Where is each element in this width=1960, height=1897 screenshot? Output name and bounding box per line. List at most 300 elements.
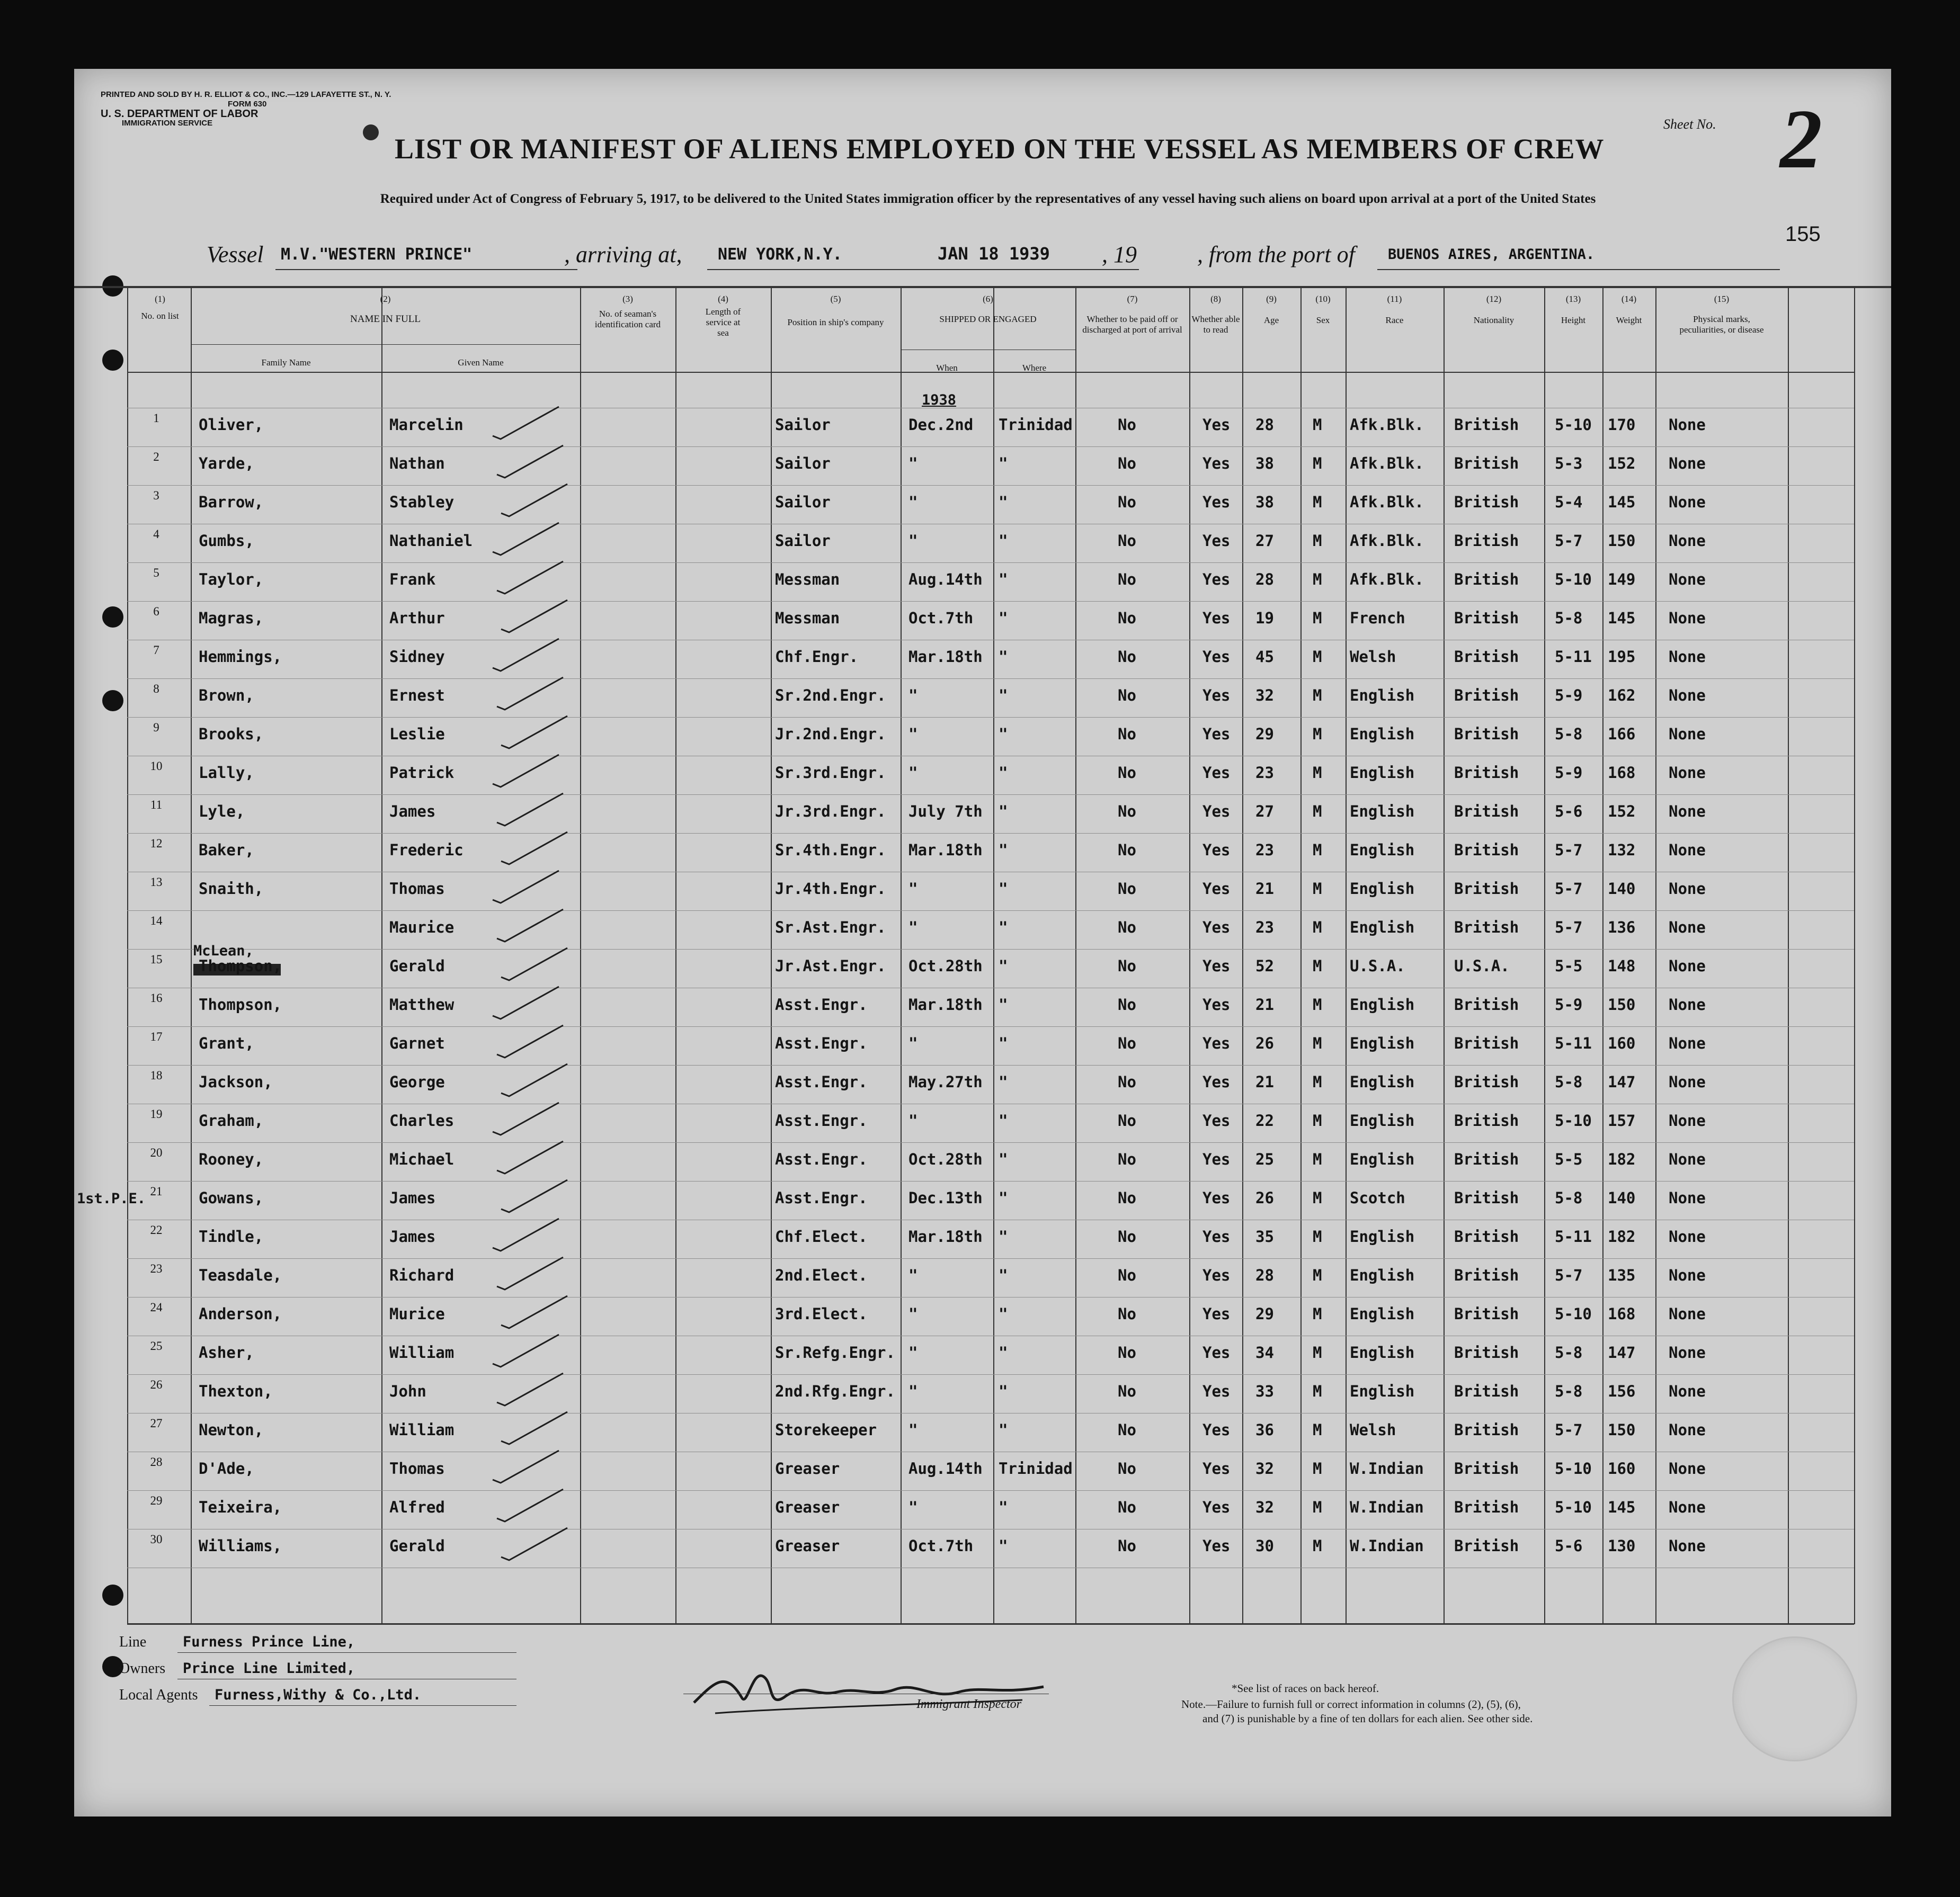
row-rule — [127, 678, 1854, 679]
col-given-header: Given Name — [458, 357, 504, 368]
check-mark — [493, 1219, 559, 1251]
col-position-number: (5) — [830, 294, 841, 304]
col-race-label: Race — [1385, 315, 1404, 325]
given-name: Maurice — [389, 918, 455, 936]
paid-off: No — [1118, 1150, 1136, 1168]
able-to-read: Yes — [1202, 1537, 1231, 1555]
physical-marks: None — [1669, 1150, 1706, 1168]
shipped-where: " — [999, 918, 1008, 936]
physical-marks: None — [1669, 1112, 1706, 1130]
paid-off: No — [1118, 686, 1136, 704]
row-rule — [127, 949, 1854, 950]
position: Greaser — [775, 1460, 840, 1478]
nationality: British — [1454, 996, 1519, 1014]
year-label: , 19 — [1102, 241, 1137, 267]
page-title: LIST OR MANIFEST OF ALIENS EMPLOYED ON THE VESSEL AS MEMBERS OF CREW — [395, 133, 1605, 165]
col-marks-header — [1655, 294, 1788, 335]
sheet-stamp-number: 155 — [1785, 222, 1821, 246]
position: Jr.2nd.Engr. — [775, 725, 886, 743]
sex: M — [1313, 609, 1322, 627]
physical-marks: None — [1669, 918, 1706, 936]
able-to-read: Yes — [1202, 532, 1231, 550]
arrival-port: NEW YORK,N.Y. — [718, 245, 842, 264]
given-name: George — [389, 1073, 445, 1091]
height: 5-9 — [1555, 686, 1583, 704]
able-to-read: Yes — [1202, 996, 1231, 1014]
row-number: 4 — [153, 527, 159, 541]
shipped-when: " — [908, 880, 918, 898]
race: English — [1350, 764, 1415, 782]
height: 5-7 — [1555, 880, 1583, 898]
position: Sailor — [775, 532, 831, 550]
vessel-name: M.V."WESTERN PRINCE" — [281, 245, 473, 264]
age: 21 — [1255, 880, 1274, 898]
family-name: Baker, — [199, 841, 254, 859]
physical-marks: None — [1669, 1460, 1706, 1478]
physical-marks: None — [1669, 1228, 1706, 1246]
race: U.S.A. — [1350, 957, 1405, 975]
physical-marks: None — [1669, 416, 1706, 434]
column-rule — [1854, 287, 1855, 1624]
row-number: 11 — [150, 798, 163, 811]
col-no-label: No. on list — [141, 311, 179, 321]
shipped-where: " — [999, 1537, 1008, 1555]
height: 5-11 — [1555, 1228, 1592, 1246]
given-name: Marcelin — [389, 416, 464, 434]
position: Asst.Engr. — [775, 1073, 868, 1091]
embossed-seal — [1732, 1636, 1857, 1761]
weight: 182 — [1608, 1228, 1636, 1246]
nationality: British — [1454, 918, 1519, 936]
col-when-header: When — [936, 363, 958, 373]
family-name: Anderson, — [199, 1305, 282, 1323]
row-number: 12 — [150, 837, 163, 850]
sex: M — [1313, 1228, 1322, 1246]
nationality: U.S.A. — [1454, 957, 1510, 975]
weight: 145 — [1608, 1498, 1636, 1516]
height: 5-8 — [1555, 1073, 1583, 1091]
col-paid-number: (7) — [1127, 294, 1138, 304]
shipped-when: " — [908, 1498, 918, 1516]
imprint-form: FORM 630 — [228, 100, 267, 109]
shipped-where: " — [999, 880, 1008, 898]
row-number: 2 — [153, 450, 159, 463]
age: 28 — [1255, 416, 1274, 434]
imprint-department: U. S. DEPARTMENT OF LABOR — [101, 108, 259, 120]
weight: 145 — [1608, 609, 1636, 627]
nationality: British — [1454, 802, 1519, 820]
col-shipped-header — [901, 294, 1075, 325]
weight: 140 — [1608, 1189, 1636, 1207]
paid-off: No — [1118, 454, 1136, 472]
race: W.Indian — [1350, 1498, 1424, 1516]
row-rule — [127, 1142, 1854, 1143]
position: Messman — [775, 609, 840, 627]
given-name: Matthew — [389, 996, 455, 1014]
weight: 130 — [1608, 1537, 1636, 1555]
row-rule — [127, 1490, 1854, 1491]
able-to-read: Yes — [1202, 1421, 1231, 1439]
shipped-where: " — [999, 1150, 1008, 1168]
height: 5-8 — [1555, 609, 1583, 627]
shipped-when: " — [908, 725, 918, 743]
family-name: Jackson, — [199, 1073, 273, 1091]
height: 5-6 — [1555, 802, 1583, 820]
check-mark — [493, 523, 559, 555]
sex: M — [1313, 1498, 1322, 1516]
physical-marks: None — [1669, 1073, 1706, 1091]
physical-marks: None — [1669, 493, 1706, 511]
nationality: British — [1454, 416, 1519, 434]
check-mark — [501, 484, 567, 516]
table-bottom-rule — [127, 1623, 1854, 1625]
weight: 195 — [1608, 648, 1636, 666]
race: English — [1350, 1034, 1415, 1052]
shipped-when: " — [908, 454, 918, 472]
height: 5-8 — [1555, 725, 1583, 743]
sex: M — [1313, 802, 1322, 820]
row-rule — [127, 446, 1854, 447]
height: 5-11 — [1555, 1034, 1592, 1052]
paid-off: No — [1118, 416, 1136, 434]
shipped-where: " — [999, 1305, 1008, 1323]
age: 29 — [1255, 1305, 1274, 1323]
physical-marks: None — [1669, 570, 1706, 588]
weight: 170 — [1608, 416, 1636, 434]
physical-marks: None — [1669, 648, 1706, 666]
shipped-where: " — [999, 1034, 1008, 1052]
shipped-when: " — [908, 1344, 918, 1362]
column-rule — [1655, 287, 1656, 1624]
weight: 150 — [1608, 1421, 1636, 1439]
vessel-label: Vessel — [207, 241, 264, 267]
physical-marks: None — [1669, 686, 1706, 704]
physical-marks: None — [1669, 532, 1706, 550]
sex: M — [1313, 570, 1322, 588]
position: Asst.Engr. — [775, 996, 868, 1014]
height: 5-10 — [1555, 416, 1592, 434]
binder-hole — [102, 350, 123, 371]
height: 5-6 — [1555, 1537, 1583, 1555]
binder-hole — [102, 690, 123, 711]
imprint-service: IMMIGRATION SERVICE — [122, 119, 213, 128]
physical-marks: None — [1669, 1034, 1706, 1052]
height: 5-9 — [1555, 996, 1583, 1014]
family-name: Teasdale, — [199, 1266, 282, 1284]
shipped-where: Trinidad — [999, 416, 1073, 434]
position: Sr.3rd.Engr. — [775, 764, 886, 782]
family-name: Tindle, — [199, 1228, 264, 1246]
departure-underline — [1377, 269, 1780, 270]
able-to-read: Yes — [1202, 1498, 1231, 1516]
race: English — [1350, 1228, 1415, 1246]
col-marks-number: (15) — [1714, 294, 1730, 304]
paid-off: No — [1118, 1034, 1136, 1052]
race: W.Indian — [1350, 1460, 1424, 1478]
age: 38 — [1255, 454, 1274, 472]
position: Storekeeper — [775, 1421, 877, 1439]
row-number: 27 — [150, 1417, 163, 1430]
weight: 147 — [1608, 1073, 1636, 1091]
physical-marks: None — [1669, 1305, 1706, 1323]
column-rule — [1242, 287, 1243, 1624]
sex: M — [1313, 1189, 1322, 1207]
race: English — [1350, 918, 1415, 936]
line-label: Line — [119, 1634, 147, 1650]
shipped-where: " — [999, 802, 1008, 820]
race: English — [1350, 1150, 1415, 1168]
col-service-number: (4) — [718, 294, 728, 304]
col-no-header — [133, 294, 186, 321]
able-to-read: Yes — [1202, 1150, 1231, 1168]
column-rule — [580, 287, 581, 1624]
arriving-label: , arriving at, — [564, 241, 682, 267]
given-name: William — [389, 1344, 455, 1362]
family-name: Yarde, — [199, 454, 254, 472]
paid-off: No — [1118, 880, 1136, 898]
nationality: British — [1454, 725, 1519, 743]
weight: 168 — [1608, 1305, 1636, 1323]
height: 5-7 — [1555, 532, 1583, 550]
shipped-where: " — [999, 570, 1008, 588]
check-mark — [497, 445, 563, 478]
sex: M — [1313, 996, 1322, 1014]
col-idcard-number: (3) — [622, 294, 633, 304]
nationality: British — [1454, 1189, 1519, 1207]
shipped-when: May.27th — [908, 1073, 983, 1091]
race: Afk.Blk. — [1350, 570, 1424, 588]
line-underline — [177, 1652, 516, 1653]
position: Sailor — [775, 493, 831, 511]
position: 2nd.Elect. — [775, 1266, 868, 1284]
family-name: Brown, — [199, 686, 254, 704]
column-rule — [381, 287, 382, 1624]
page-subtitle: Required under Act of Congress of February 5, 1917, to be delivered to the United States immigration officer by the representatives of any vessel having such aliens on board upon arrival at a port of the United States — [380, 192, 1596, 206]
able-to-read: Yes — [1202, 416, 1231, 434]
race: Afk.Blk. — [1350, 416, 1424, 434]
able-to-read: Yes — [1202, 648, 1231, 666]
row-number: 14 — [150, 914, 163, 927]
shipped-when: " — [908, 686, 918, 704]
weight: 150 — [1608, 532, 1636, 550]
row-number: 20 — [150, 1146, 163, 1159]
owners-label: Owners — [119, 1660, 166, 1677]
row-number: 24 — [150, 1301, 163, 1314]
sheet-number-label: Sheet No. — [1663, 117, 1716, 132]
shipped-where: Trinidad — [999, 1460, 1073, 1478]
check-mark — [497, 1141, 563, 1174]
shipped-when: " — [908, 918, 918, 936]
able-to-read: Yes — [1202, 1344, 1231, 1362]
position: Chf.Engr. — [775, 648, 859, 666]
inspector-label: Immigrant Inspector — [916, 1697, 1021, 1711]
shipped-when: " — [908, 532, 918, 550]
height: 5-10 — [1555, 1112, 1592, 1130]
check-mark — [493, 755, 559, 787]
row-number: 26 — [150, 1378, 163, 1391]
physical-marks: None — [1669, 1266, 1706, 1284]
column-rule — [1444, 287, 1445, 1624]
weight: 145 — [1608, 493, 1636, 511]
row-number: 29 — [150, 1494, 163, 1507]
height: 5-10 — [1555, 1460, 1592, 1478]
race: English — [1350, 841, 1415, 859]
race: English — [1350, 686, 1415, 704]
col-paid-header — [1075, 294, 1189, 335]
sex: M — [1313, 957, 1322, 975]
shipped-when: July 7th — [908, 802, 983, 820]
height: 5-7 — [1555, 1266, 1583, 1284]
printer-imprint — [101, 90, 391, 128]
row-rule — [127, 910, 1854, 911]
paid-off: No — [1118, 1421, 1136, 1439]
vessel-underline — [275, 269, 577, 270]
given-name: Frank — [389, 570, 436, 588]
age: 52 — [1255, 957, 1274, 975]
shipped-when: " — [908, 1034, 918, 1052]
age: 32 — [1255, 1498, 1274, 1516]
age: 27 — [1255, 532, 1274, 550]
age: 26 — [1255, 1189, 1274, 1207]
race: English — [1350, 1073, 1415, 1091]
check-mark — [501, 716, 567, 748]
row-rule — [127, 1026, 1854, 1027]
nationality: British — [1454, 1460, 1519, 1478]
height: 5-7 — [1555, 1421, 1583, 1439]
column-rule — [993, 287, 994, 1624]
col-sex-label: Sex — [1316, 315, 1330, 325]
able-to-read: Yes — [1202, 1034, 1231, 1052]
position: Messman — [775, 570, 840, 588]
physical-marks: None — [1669, 725, 1706, 743]
weight: 160 — [1608, 1034, 1636, 1052]
weight: 168 — [1608, 764, 1636, 782]
given-name: Thomas — [389, 1460, 445, 1478]
table-top-rule — [74, 286, 1891, 288]
nationality: British — [1454, 609, 1519, 627]
shipped-when: " — [908, 493, 918, 511]
shipped-when: Oct.7th — [908, 609, 974, 627]
age: 23 — [1255, 918, 1274, 936]
height: 5-10 — [1555, 1498, 1592, 1516]
nationality: British — [1454, 1266, 1519, 1284]
shipped-where: " — [999, 996, 1008, 1014]
col-age-number: (9) — [1266, 294, 1277, 304]
family-name: Teixeira, — [199, 1498, 282, 1516]
height: 5-7 — [1555, 841, 1583, 859]
row-number: 6 — [153, 605, 159, 618]
check-mark — [497, 561, 563, 594]
check-mark — [501, 600, 567, 632]
given-name: Garnet — [389, 1034, 445, 1052]
row-number: 5 — [153, 566, 159, 579]
shipped-where: " — [999, 1073, 1008, 1091]
col-nationality-label: Nationality — [1473, 315, 1514, 325]
shipped-where: " — [999, 454, 1008, 472]
paid-off: No — [1118, 1189, 1136, 1207]
col-shipped-number: (6) — [983, 294, 993, 304]
row-number: 1 — [153, 411, 159, 425]
paid-off: No — [1118, 764, 1136, 782]
paid-off: No — [1118, 570, 1136, 588]
race: English — [1350, 1305, 1415, 1323]
age: 38 — [1255, 493, 1274, 511]
nationality: British — [1454, 454, 1519, 472]
shipped-when: " — [908, 1112, 918, 1130]
age: 27 — [1255, 802, 1274, 820]
arrival-date: JAN 18 1939 — [938, 244, 1050, 264]
nationality: British — [1454, 648, 1519, 666]
sex: M — [1313, 1150, 1322, 1168]
given-name: Charles — [389, 1112, 455, 1130]
position: Asst.Engr. — [775, 1150, 868, 1168]
col-read-number: (8) — [1210, 294, 1221, 304]
position: Jr.3rd.Engr. — [775, 802, 886, 820]
weight: 156 — [1608, 1382, 1636, 1400]
nationality: British — [1454, 493, 1519, 511]
shipped-when: " — [908, 1266, 918, 1284]
height: 5-3 — [1555, 454, 1583, 472]
shipped-where: " — [999, 1498, 1008, 1516]
family-name: Graham, — [199, 1112, 264, 1130]
age: 21 — [1255, 1073, 1274, 1091]
row-number: 3 — [153, 489, 159, 502]
shipped-when: " — [908, 764, 918, 782]
col-read-header — [1189, 294, 1242, 335]
height: 5-8 — [1555, 1344, 1583, 1362]
race: English — [1350, 880, 1415, 898]
shipped-when: Oct.7th — [908, 1537, 974, 1555]
sex: M — [1313, 725, 1322, 743]
family-name: Magras, — [199, 609, 264, 627]
age: 21 — [1255, 996, 1274, 1014]
family-name: Lally, — [199, 764, 254, 782]
sex: M — [1313, 918, 1322, 936]
age: 30 — [1255, 1537, 1274, 1555]
shipped-when: " — [908, 1382, 918, 1400]
col-sex-header — [1300, 294, 1346, 326]
able-to-read: Yes — [1202, 493, 1231, 511]
col-weight-number: (14) — [1621, 294, 1637, 304]
check-mark — [493, 1335, 559, 1367]
shipped-when: Mar.18th — [908, 841, 983, 859]
given-name: Nathan — [389, 454, 445, 472]
row-number: 7 — [153, 643, 159, 657]
physical-marks: None — [1669, 609, 1706, 627]
check-mark — [501, 1180, 567, 1212]
paid-off: No — [1118, 1073, 1136, 1091]
col-race-number: (11) — [1387, 294, 1402, 304]
sex: M — [1313, 1112, 1322, 1130]
race: English — [1350, 1344, 1415, 1362]
physical-marks: None — [1669, 880, 1706, 898]
check-mark — [501, 1528, 567, 1560]
agents-value: Furness,Withy & Co.,Ltd. — [215, 1687, 422, 1703]
shipped-where: " — [999, 648, 1008, 666]
height: 5-7 — [1555, 918, 1583, 936]
col-shipped-label: SHIPPED OR ENGAGED — [939, 314, 1037, 324]
check-mark — [493, 407, 559, 439]
sex: M — [1313, 416, 1322, 434]
given-name: Thomas — [389, 880, 445, 898]
able-to-read: Yes — [1202, 454, 1231, 472]
height: 5-8 — [1555, 1189, 1583, 1207]
given-name: James — [389, 802, 436, 820]
shipped-where: " — [999, 532, 1008, 550]
race: English — [1350, 996, 1415, 1014]
name-header-rule — [191, 344, 580, 345]
mclean-overtype: McLean, — [193, 943, 254, 959]
